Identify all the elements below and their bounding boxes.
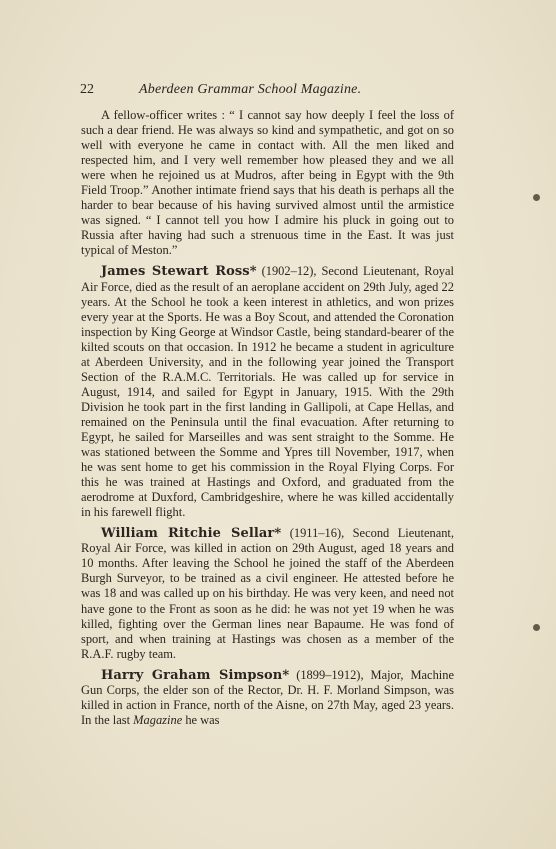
- obituary-sellar: [81, 526, 454, 661]
- obituary-ross: [81, 264, 454, 520]
- paragraph-meston-tribute: A fellow-officer writes : “ I cannot say how deeply I feel the loss of such a dear friend. He was always so kind and sympathetic, and got on so well with everyone he came in contact with. All the men liked and respected him, and I very well remember how pleased they and we all were when he rejoined us at Mudros, after being in Egypt with the 9th Field Troop.” Another intimate friend says that his death is perhaps all the harder to bear because of his having survived almost until the armistice was signed. “ I cannot tell you how I admire his pluck in going out to Russia after having had such a strenuous time in the East. It was just typical of Meston.”: [81, 108, 454, 258]
- article-body: [81, 108, 454, 734]
- paper-speck: [533, 624, 540, 631]
- page-number: 22: [80, 82, 94, 97]
- name-heading-ross: James Stewart Ross*: [101, 264, 257, 280]
- paper-speck: [533, 194, 540, 201]
- name-heading-sellar: William Ritchie Sellar*: [101, 526, 282, 542]
- obituary-text-sellar: (1911–16), Second Lieutenant, Royal Air Force, was killed in action on 29th August, aged 18 years and 10 months. After leaving the School he joined the staff of the Aberdeen Burgh Surveyor, to be trained as a civil engineer. He attested before he was 18 and was called up on his birthday. He was very keen, and need not have gone to the Front as soon as he did: he was not yet 19 when he was killed, fighting over the German lines near Bapaume. He was fond of sport, and when training at Hastings was chosen as a member of the R.A.F. rugby team.: [81, 526, 454, 661]
- obituary-text-ross: (1902–12), Second Lieutenant, Royal Air Force, died as the result of an aeroplane accident on 29th July, aged 22 years. At the School he took a keen interest in athletics, and won prizes every year at the Sports. He was a Boy Scout, and attended the Coronation inspection by King George at Windsor Castle, being standard-bearer of the kilted scouts on that occasion. In 1912 he became a student in agriculture at Aberdeen University, and in the following year joined the Transport Section of the R.A.M.C. Territorials. He was called up for service in August, 1914, and sailed for Egypt in January, 1915. With the 29th Division he took part in the first landing in Gallipoli, at Cape Hellas, and remained on the Peninsula until the final evacuation. After returning to Egypt, he sailed for Marseilles and was sent straight to the Somme. He was stationed between the Somme and Ypres till November, 1917, when he was sent home to get his commission in the Royal Flying Corps. For this he was trained at Hastings and Oxford, and graduated from the aerodrome at Duxford, Cambridgeshire, where he was killed accidentally in his farewell flight.: [81, 264, 454, 520]
- obituary-text-simpson-tail: he was: [182, 712, 220, 727]
- name-heading-simpson: Harry Graham Simpson*: [101, 667, 290, 683]
- magazine-italic: Magazine: [133, 712, 183, 727]
- obituary-text-simpson: (1899–1912), Major, Machine Gun Corps, the elder son of the Rector, Dr. H. F. Morland Simpson, was killed in action in France, north of the Aisne, on 27th May, aged 23 years. In the last: [81, 667, 454, 727]
- running-header: [80, 82, 480, 102]
- journal-title: Aberdeen Grammar School Magazine.: [139, 82, 362, 97]
- obituary-simpson: [81, 668, 454, 728]
